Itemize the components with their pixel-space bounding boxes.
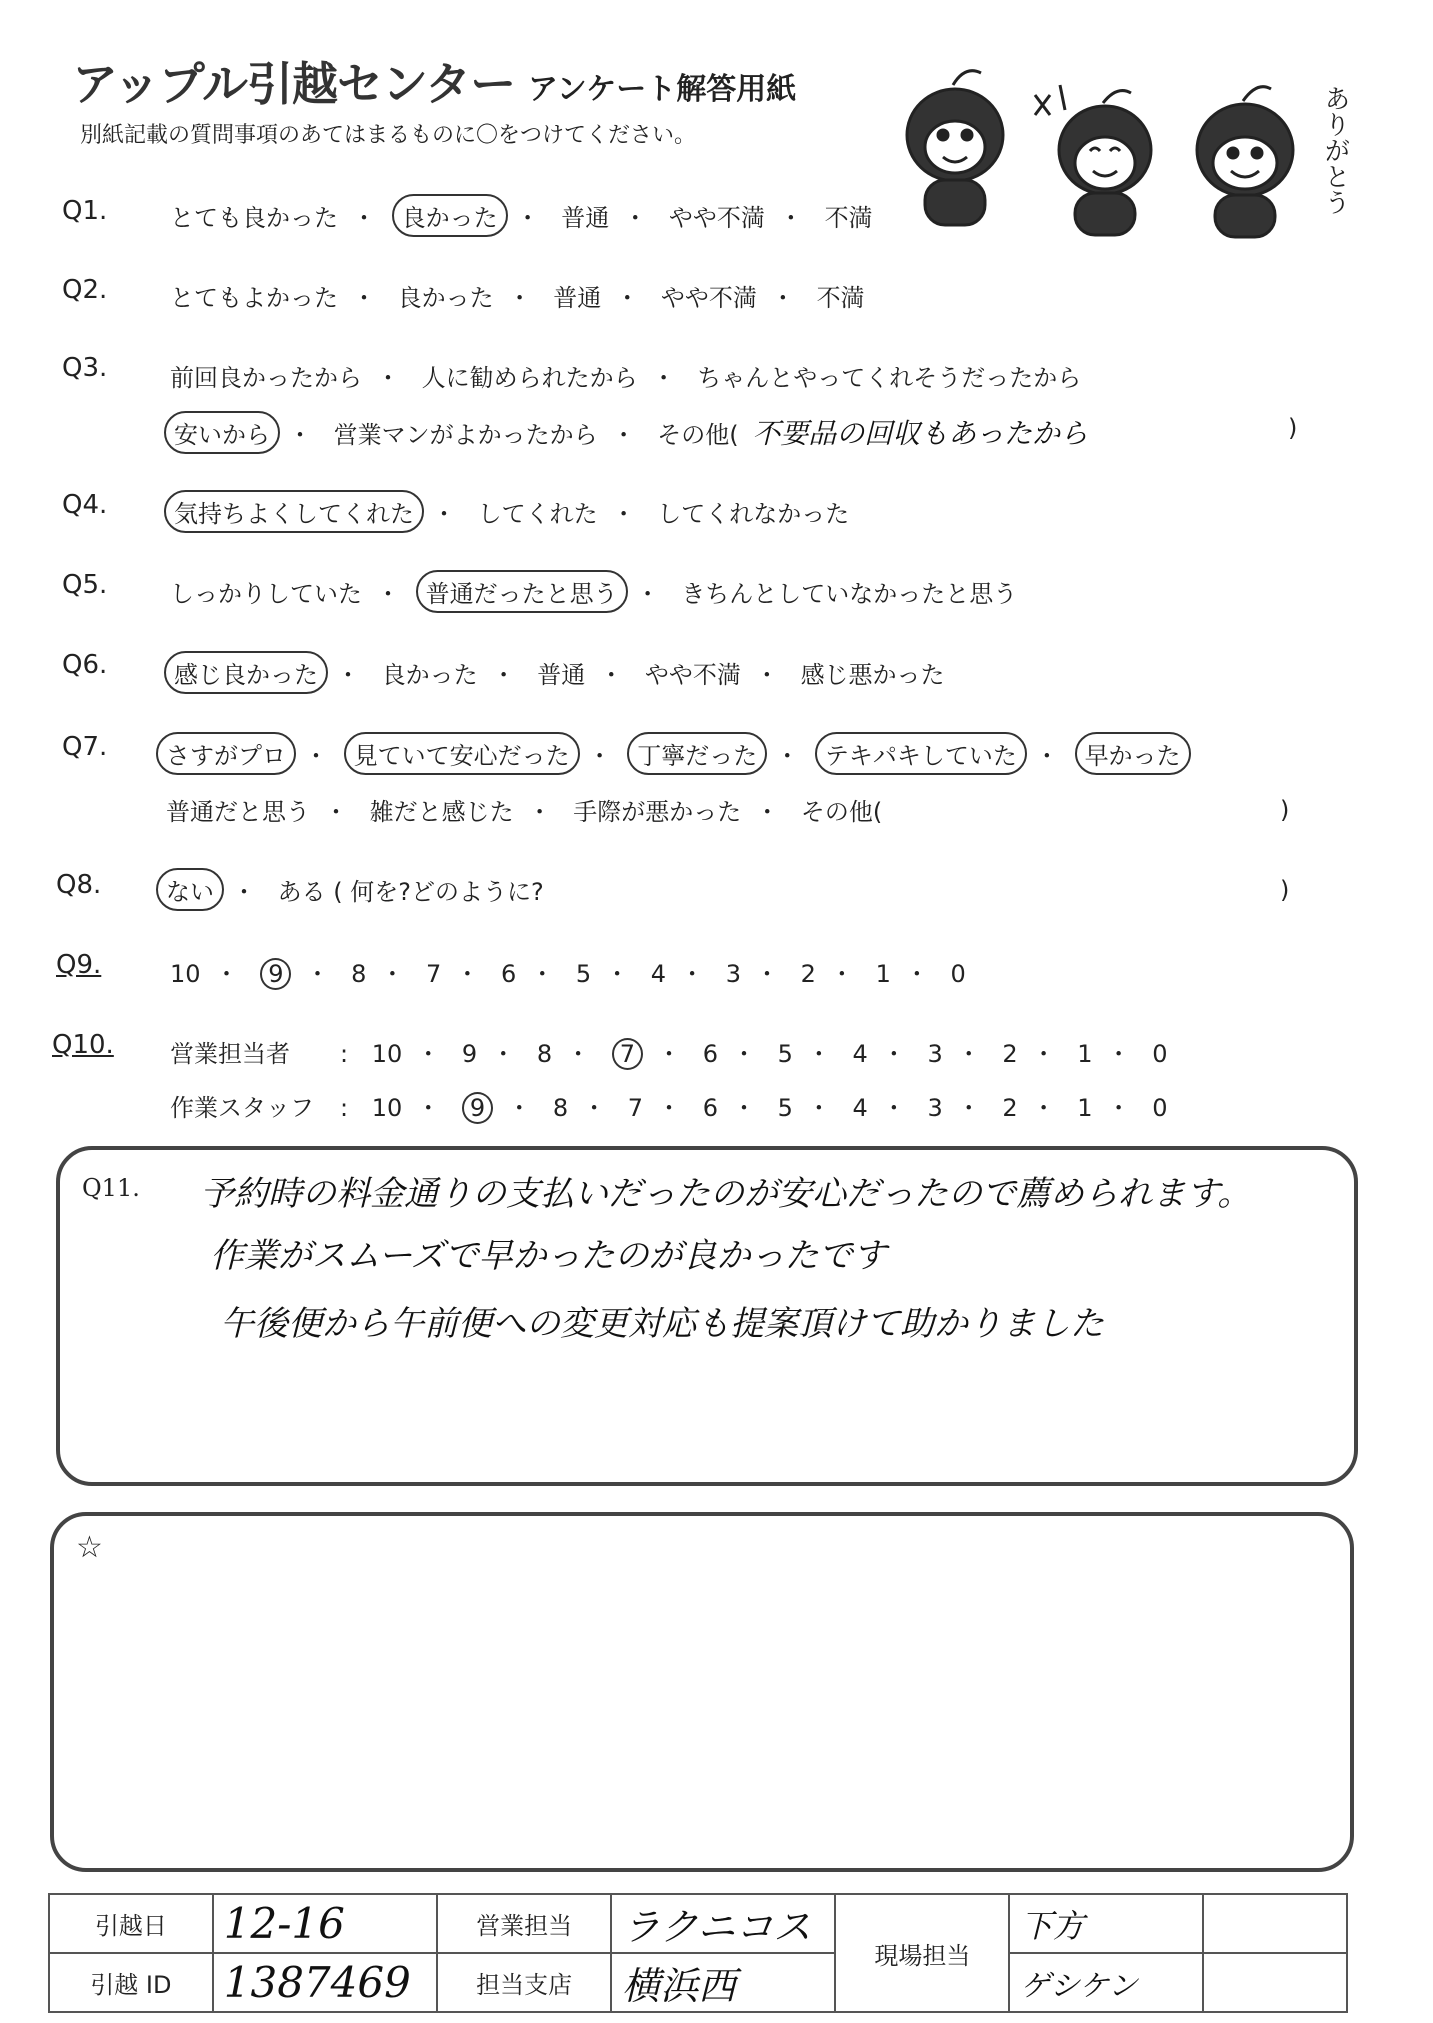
q9-score[interactable]: 0 <box>950 960 966 988</box>
q5-option-selected[interactable]: 普通だったと思う <box>416 570 628 613</box>
q10-score[interactable]: 3 <box>927 1040 943 1068</box>
q7-option-selected[interactable]: 見ていて安心だった <box>344 732 580 775</box>
move-date-value[interactable]: 12-16 <box>213 1894 437 1953</box>
q11-label: Q11. <box>82 1174 140 1202</box>
q6-option[interactable]: 良かった <box>381 661 478 689</box>
q7-paren-close: ) <box>1280 796 1290 824</box>
site-label: 現場担当 <box>835 1894 1009 2012</box>
q7-option-selected[interactable]: 早かった <box>1075 732 1191 775</box>
q10-score[interactable]: 1 <box>1077 1094 1093 1122</box>
monkey-icon <box>1197 87 1293 237</box>
q9-score[interactable]: 3 <box>725 960 741 988</box>
q5-option[interactable]: きちんとしていなかったと思う <box>681 580 1018 608</box>
page-title: アップル引越センター <box>72 57 516 111</box>
q8-option[interactable]: ある ( 何を?どのように? <box>277 878 544 906</box>
q2-option[interactable]: 良かった <box>397 284 494 312</box>
monkey-icon <box>907 71 1003 225</box>
q10-score[interactable]: 0 <box>1152 1040 1168 1068</box>
q10-score[interactable]: 4 <box>852 1094 868 1122</box>
q10-score[interactable]: 2 <box>1002 1040 1018 1068</box>
q10-score[interactable]: 5 <box>777 1040 793 1068</box>
q10-row-label: 営業担当者 <box>170 1040 290 1068</box>
comment-line: 作業がスムーズで早かったのが良かったです <box>210 1236 887 1276</box>
q10-score[interactable]: 10 <box>371 1040 403 1068</box>
q10-score[interactable]: 3 <box>927 1094 943 1122</box>
q8-options: ない ・ ある ( 何を?どのように? <box>162 872 544 907</box>
q3-option[interactable]: 前回良かったから <box>170 364 362 392</box>
site-value-2[interactable]: ゲシケン <box>1009 1953 1203 2012</box>
move-id-value[interactable]: 1387469 <box>213 1953 437 2012</box>
q1-label: Q1. <box>62 196 108 226</box>
sales-value[interactable]: ラクニコス <box>611 1894 835 1953</box>
q3-option-other[interactable]: その他( <box>657 421 739 449</box>
q4-label: Q4. <box>62 490 108 520</box>
q6-option[interactable]: 普通 <box>537 661 586 689</box>
q2-option[interactable]: やや不満 <box>660 284 757 312</box>
blank-cell[interactable] <box>1203 1894 1347 1953</box>
q1-option-selected[interactable]: 良かった <box>392 194 508 237</box>
q9-score[interactable]: 5 <box>575 960 592 988</box>
branch-value[interactable]: 横浜西 <box>611 1953 835 2012</box>
q10-score[interactable]: 6 <box>702 1040 718 1068</box>
q10-score[interactable]: 6 <box>702 1094 718 1122</box>
q4-option-selected[interactable]: 気持ちよくしてくれた <box>164 490 424 533</box>
q9-score[interactable]: 10 <box>170 960 201 988</box>
q6-label: Q6. <box>62 650 108 680</box>
q8-paren-close: ) <box>1280 876 1290 904</box>
q10-score[interactable]: 8 <box>552 1094 569 1122</box>
q10-sales-row: 営業担当者 : 10 ・ 9 ・ 8 ・ 7 ・ 6 ・ 5 ・ 4 ・ 3 ・ 2 ・ 1 ・ 0 <box>170 1034 1168 1070</box>
q4-option[interactable]: してくれた <box>477 500 598 528</box>
q10-score[interactable]: 9 <box>461 1040 478 1068</box>
q9-scale: 10 ・ 9 ・ 8 ・ 7 ・ 6 ・ 5 ・ 4 ・ 3 ・ 2 ・ 1 ・ 0 <box>170 960 966 988</box>
q3-paren-close: ) <box>1288 414 1298 442</box>
site-value-1[interactable]: 下方 <box>1009 1894 1203 1953</box>
mascot-illustration <box>885 55 1365 245</box>
comment-line: 午後便から午前便への変更対応も提案頂けて助かりました <box>220 1304 1104 1344</box>
q8-label: Q8. <box>56 870 102 900</box>
comment-line: 予約時の料金通りの支払いだったのが安心だったので薦められます。 <box>200 1174 1252 1214</box>
q2-option[interactable]: 普通 <box>553 284 602 312</box>
move-id-label: 引越 ID <box>49 1953 213 2012</box>
q5-option[interactable]: しっかりしていた <box>170 580 362 608</box>
q4-options: 気持ちよくしてくれた ・ してくれた ・ してくれなかった <box>170 494 849 529</box>
q10-score[interactable]: 4 <box>852 1040 868 1068</box>
q10-staff-row: 作業スタッフ : 10 ・ 9 ・ 8 ・ 7 ・ 6 ・ 5 ・ 4 ・ 3 ・ 2 ・ 1 ・ 0 <box>170 1088 1168 1124</box>
q10-score[interactable]: 7 <box>627 1094 644 1122</box>
q10-label: Q10. <box>52 1030 114 1060</box>
q10-score[interactable]: 5 <box>777 1094 793 1122</box>
q7-options-line2: 普通だと思う ・ 雑だと感じた ・ 手際が悪かった ・ その他( <box>166 792 882 827</box>
q1-option[interactable]: とても良かった <box>170 204 338 232</box>
q3-option[interactable]: 人に勧められたから <box>421 364 638 392</box>
q3-options-line2: 安いから ・ 営業マンがよかったから ・ その他( 不要品の回収もあったから <box>170 412 1088 452</box>
q1-options: とても良かった ・ 良かった ・ 普通 ・ やや不満 ・ 不満 <box>170 198 873 233</box>
q2-options: とてもよかった ・ 良かった ・ 普通 ・ やや不満 ・ 不満 <box>170 278 865 313</box>
q7-option[interactable]: 普通だと思う <box>166 798 310 826</box>
move-date-label: 引越日 <box>49 1894 213 1953</box>
q5-label: Q5. <box>62 570 108 600</box>
q3-options-line1: 前回良かったから ・ 人に勧められたから ・ ちゃんとやってくれそうだったから <box>170 358 1081 393</box>
monkey-icon <box>1035 85 1151 235</box>
q3-other-text[interactable]: 不要品の回収もあったから <box>752 417 1089 450</box>
q1-option[interactable]: やや不満 <box>668 204 765 232</box>
q1-option[interactable]: 普通 <box>561 204 610 232</box>
q7-option-selected[interactable]: テキパキしていた <box>815 732 1027 775</box>
q7-label: Q7. <box>62 732 108 762</box>
q7-options-line1: さすがプロ ・ 見ていて安心だった ・ 丁寧だった ・ テキパキしていた ・ 早かった <box>162 736 1185 771</box>
q2-option[interactable]: とてもよかった <box>170 284 338 312</box>
q7-option[interactable]: 雑だと感じた <box>369 798 514 826</box>
q10-score[interactable]: 1 <box>1077 1040 1093 1068</box>
sales-label: 営業担当 <box>437 1894 611 1953</box>
q10-score-selected[interactable]: 9 <box>462 1092 493 1124</box>
q8-option-selected[interactable]: ない <box>156 868 224 911</box>
q10-score[interactable]: 8 <box>536 1040 553 1068</box>
q7-option-other[interactable]: その他( <box>800 798 883 826</box>
q9-score[interactable]: 2 <box>800 960 816 988</box>
footer-table <box>48 1893 1348 2013</box>
q6-option[interactable]: 感じ悪かった <box>800 661 945 689</box>
q3-option[interactable]: 営業マンがよかったから <box>333 421 598 449</box>
instructions: 別紙記載の質問事項のあてはまるものに〇をつけてください。 <box>80 123 697 148</box>
q9-label: Q9. <box>56 950 102 980</box>
comment-box[interactable] <box>56 1146 1358 1486</box>
q6-option-selected[interactable]: 感じ良かった <box>164 651 328 694</box>
q10-score[interactable]: 10 <box>371 1094 403 1122</box>
q2-label: Q2. <box>62 275 108 305</box>
q3-option-selected[interactable]: 安いから <box>164 411 280 454</box>
q10-score-selected[interactable]: 7 <box>612 1038 643 1070</box>
q9-score[interactable]: 6 <box>500 960 517 988</box>
q7-option-selected[interactable]: 丁寧だった <box>627 732 767 775</box>
q3-label: Q3. <box>62 353 108 383</box>
q9-score[interactable]: 7 <box>426 960 442 988</box>
q9-score-selected[interactable]: 9 <box>260 958 291 990</box>
q9-score[interactable]: 8 <box>351 960 367 988</box>
q9-score[interactable]: 4 <box>650 960 667 988</box>
q6-options: 感じ良かった ・ 良かった ・ 普通 ・ やや不満 ・ 感じ悪かった <box>170 655 945 690</box>
q10-score[interactable]: 2 <box>1002 1094 1018 1122</box>
q7-option-selected[interactable]: さすがプロ <box>156 732 296 775</box>
thanks-text: ありがとう <box>1320 85 1350 215</box>
q10-row-label: 作業スタッフ <box>170 1094 314 1122</box>
q5-options: しっかりしていた ・ 普通だったと思う ・ きちんとしていなかったと思う <box>170 574 1017 609</box>
q10-score[interactable]: 0 <box>1152 1094 1168 1122</box>
blank-cell[interactable] <box>1203 1953 1347 2012</box>
q7-option[interactable]: 手際が悪かった <box>573 798 742 826</box>
star-icon: ☆ <box>76 1530 103 1565</box>
branch-label: 担当支店 <box>437 1953 611 2012</box>
q4-option[interactable]: してくれなかった <box>657 500 850 528</box>
page-subtitle: アンケート解答用紙 <box>528 72 797 107</box>
q3-option[interactable]: ちゃんとやってくれそうだったから <box>697 364 1082 392</box>
q6-option[interactable]: やや不満 <box>644 661 741 689</box>
q9-score[interactable]: 1 <box>875 960 891 988</box>
q1-option[interactable]: 不満 <box>824 204 873 232</box>
q2-option[interactable]: 不満 <box>816 284 865 312</box>
free-comment-box[interactable] <box>50 1512 1354 1872</box>
